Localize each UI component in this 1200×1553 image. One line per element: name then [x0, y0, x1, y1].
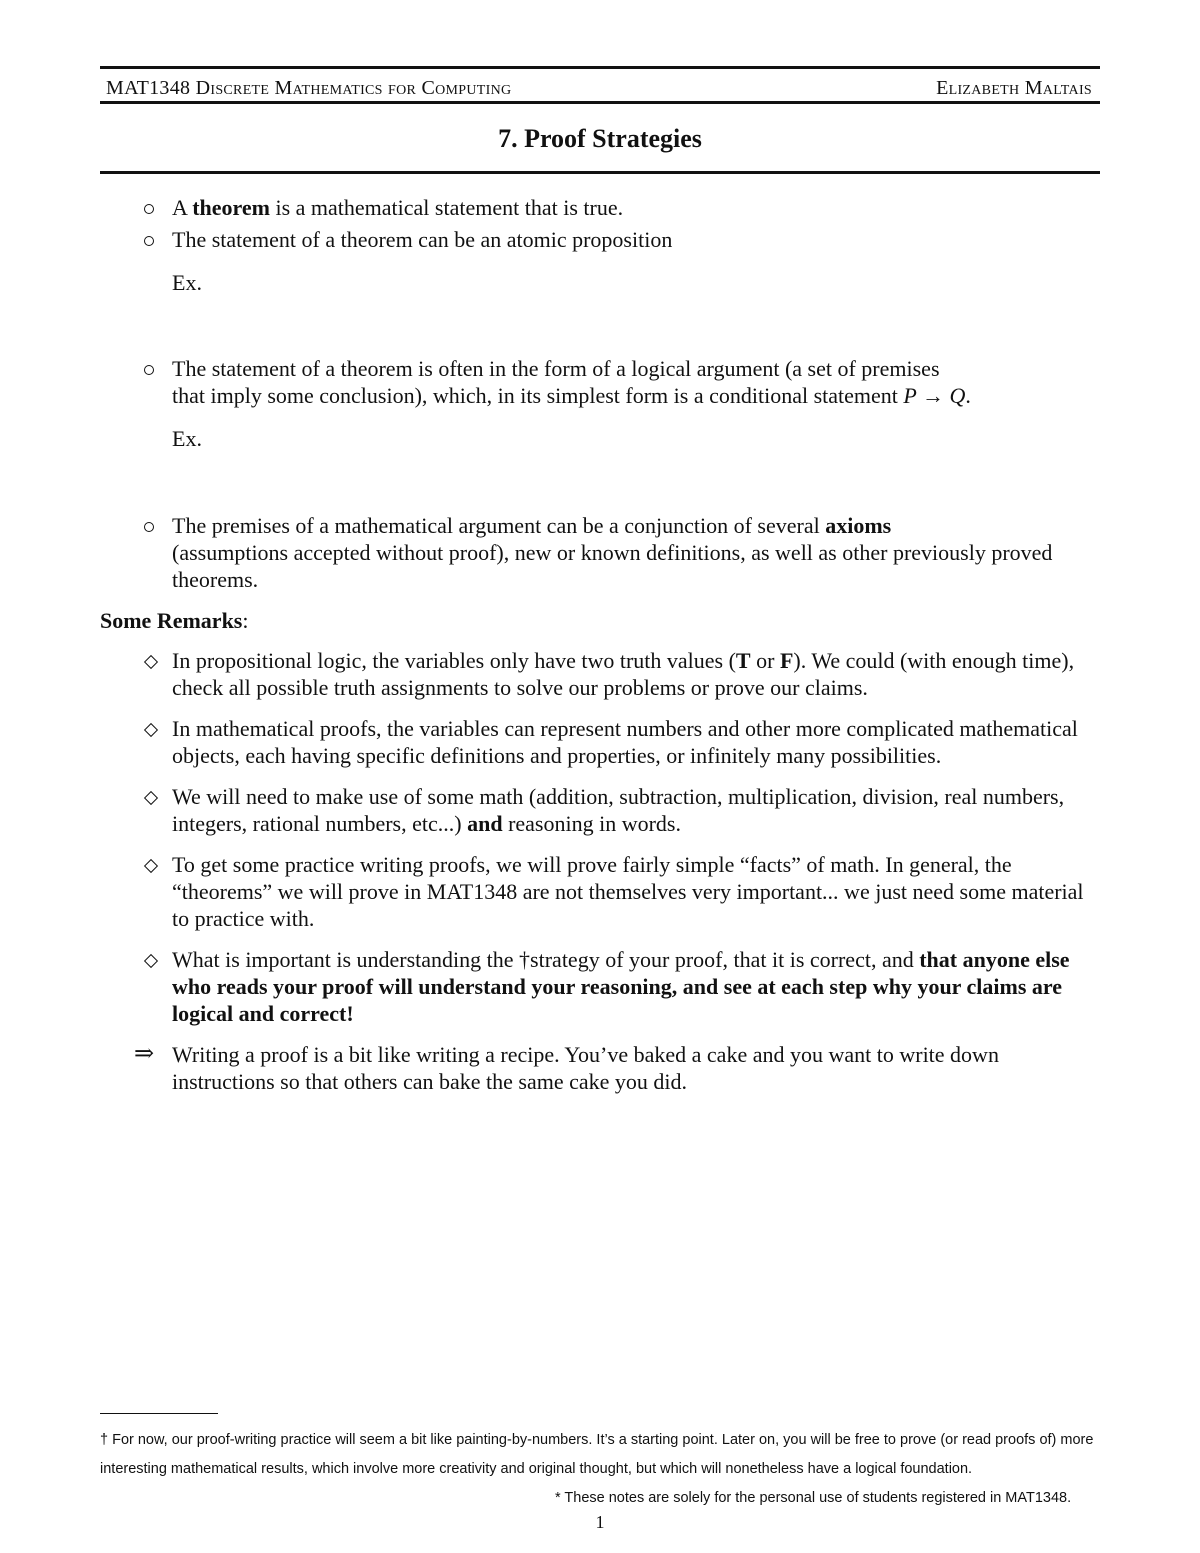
remark-item: What is important is understanding the †strategy of your proof, that it is correct, and that anyone else who reads your proof will understand your reasoning, and see at each step why your claims are logical and correct!: [100, 946, 1100, 1027]
footnote-text: † For now, our proof-writing practice will seem a bit like painting-by-numbers. It’s a starting point. Later on, you will be free to prove (or read proofs of) more interesting mathematical results, which involve more creativity and original thought, but which will nonetheless have a logical foundation.: [100, 1432, 1094, 1477]
page-title: 7. Proof Strategies: [498, 124, 702, 153]
list-item: The statement of a theorem is often in the form of a logical argument (a set of premises that imply some conclusion), which, in its simplest form is a conditional statement P → Q.: [100, 355, 1100, 409]
conditional-formula: P → Q: [903, 383, 966, 408]
remark-item: ⇒ Writing a proof is a bit like writing a recipe. You’ve baked a cake and you want to write down instructions so that others can bake the same cake you did.: [134, 1041, 999, 1094]
circle-bullet-icon: [144, 194, 168, 222]
circle-bullet-icon: [144, 512, 168, 540]
footnote: [100, 1426, 1100, 1484]
diamond-bullet-icon: [144, 946, 168, 974]
list-item: A theorem is a mathematical statement that is true.: [100, 194, 1100, 221]
remark-item: In mathematical proofs, the variables can represent numbers and other more complicated mathematical objects, each having specific definitions and properties, or infinitely many possibilities.: [100, 715, 1100, 769]
main-content: [100, 194, 1100, 1095]
diamond-bullet-icon: [144, 783, 168, 811]
page-number: 1: [595, 1512, 605, 1532]
implies-arrow-icon: ⇒: [134, 1041, 155, 1067]
list-item: The statement of a theorem can be an atomic proposition: [100, 226, 1100, 253]
running-header: [100, 66, 1100, 104]
remark-item: To get some practice writing proofs, we will prove fairly simple “facts” of math. In general, the “theorems” we will prove in MAT1348 are not themselves very important... we just need some material to practice with.: [100, 851, 1100, 932]
diamond-bullet-icon: [144, 715, 168, 743]
example-label: Ex.: [172, 270, 202, 295]
footnote-divider: [100, 1413, 218, 1414]
diamond-bullet-icon: [144, 851, 168, 879]
diamond-bullet-icon: [144, 647, 168, 675]
title-divider: [100, 171, 1100, 174]
circle-bullet-icon: [144, 226, 168, 254]
remark-item: In propositional logic, the variables only have two truth values (T or F). We could (with enough time), check all possible truth assignments to solve our problems or prove our claims.: [100, 647, 1100, 701]
list-item: The premises of a mathematical argument can be a conjunction of several axioms (assumptions accepted without proof), new or known definitions, as well as other previously proved theorems.: [100, 512, 1100, 593]
remark-item: We will need to make use of some math (addition, subtraction, multiplication, division, real numbers, integers, rational numbers, etc...) and reasoning in words.: [100, 783, 1100, 837]
remarks-heading: Some Remarks:: [100, 608, 249, 633]
circle-bullet-icon: [144, 355, 168, 383]
axioms-term: axioms: [825, 513, 892, 538]
course-title: MAT1348 Discrete Mathematics for Computing: [106, 77, 512, 99]
author-name: Elizabeth Maltais: [936, 77, 1092, 99]
usage-note: * These notes are solely for the personal use of students registered in MAT1348.: [555, 1490, 1072, 1506]
example-label: Ex.: [172, 426, 202, 451]
key-emphasis: that anyone else who reads your proof will understand your reasoning, and see at each step why your claims are logical and correct!: [172, 947, 1070, 1026]
theorem-term: theorem: [192, 195, 270, 220]
